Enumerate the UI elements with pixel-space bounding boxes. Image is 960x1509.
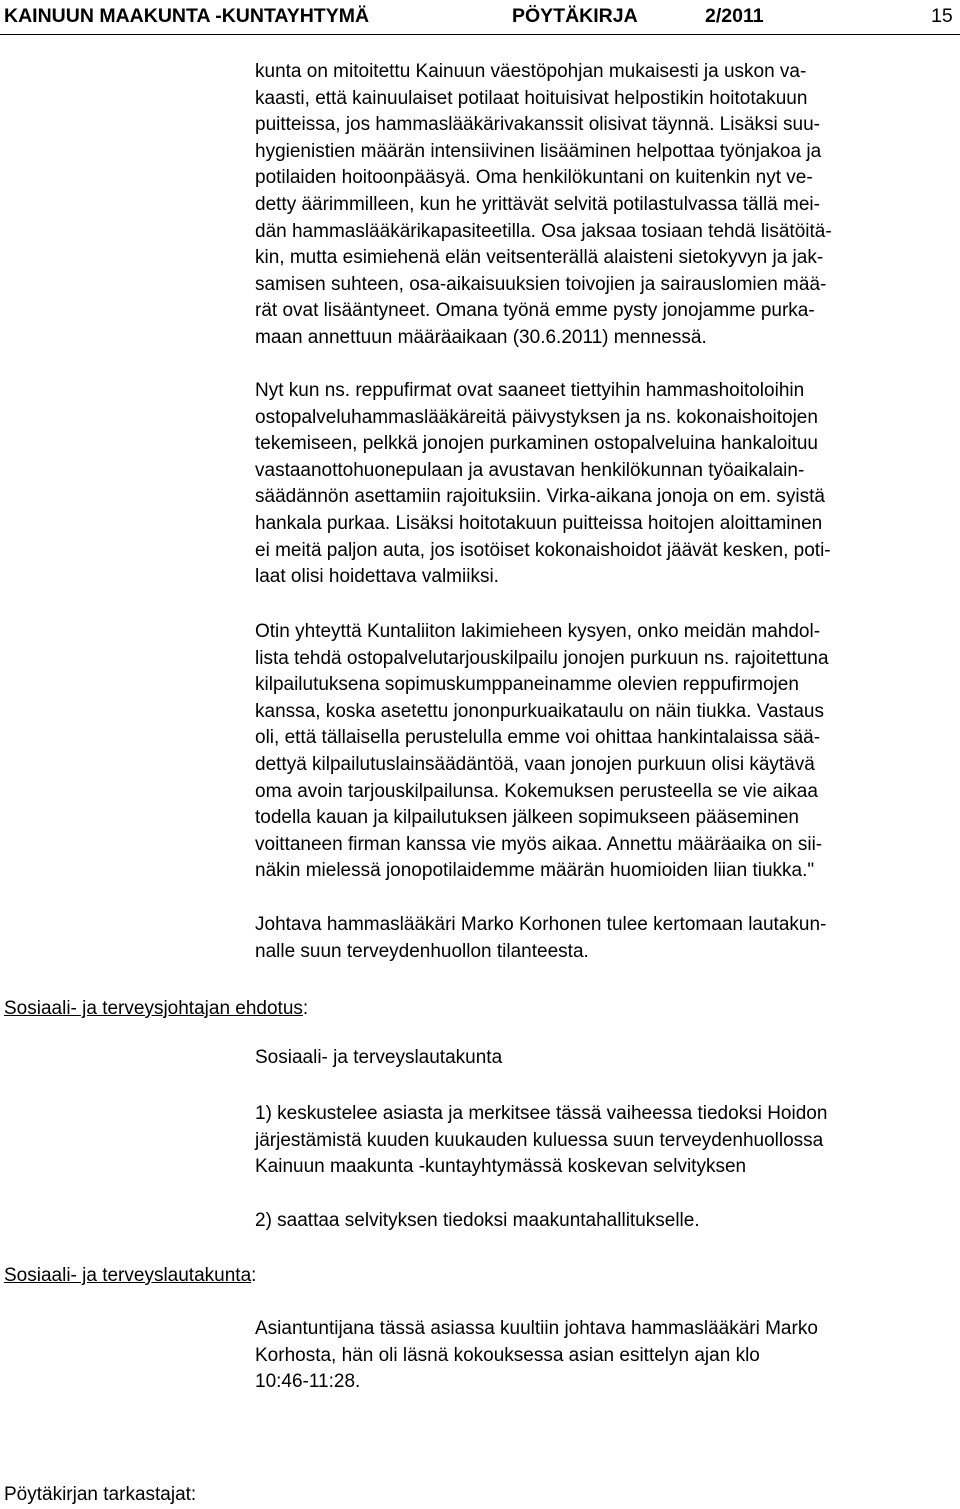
decision-label: Sosiaali- ja terveyslautakunta: [4,1265,257,1286]
paragraph-dental-staffing: kunta on mitoitettu Kainuun väestöpohjan mukaisesti ja uskon va- kaasti, että kainuulaiset potilaat hoituisivat helpostikin hoitotakuun puitteissa, jos hammaslääkärivakanssit olisivat täynnä. Lisäksi suu- hygienistien määrän intensiivinen lisääminen helpottaa työnjakoa ja potilaiden hoitoonpääsyä. Oma henkilökuntani on kuitenkin nyt ve- detty äärimmilleen, kun he yrittävät selvitä potilastulvassa tällä mei- dän hammaslääkärikapasiteetilla. Osa jaksaa tosiaan tehdä lisätöitä- kin, mutta esimiehenä elän veitsenterällä alaisteni sietokyvyn ja jak- samisen suhteen, osa-aikaisuuksien toivojien ja sairauslomien mää- rät ovat lisääntyneet. Omana työnä emme pysty jonojamme purka- maan annettuun määräaikaan (30.6.2011) mennessä. [255,61,832,348]
paragraph-tendering: Otin yhteyttä Kuntaliiton lakimieheen kysyen, onko meidän mahdol- lista tehdä ostopalvelutarjouskilpailu jonojen purkuun ns. rajoitettuna kilpailutuksena sopimuskumppaneinamme olevien reppufirmojen kanssa, koska asetettu jononpurkuaikataulu on näin tiukka. Vastaus oli, että tällaisella perustelulla emme voi ohittaa hankintalaissa sää- dettyä kilpailutuslainsäädäntöä, vaan jonojen purkuun olisi käytävä oma avoin tarjouskilpailunsa. Kokemuksen perusteella se vie aikaa todella kauan ja kilpailutuksen jälkeen sopimukseen pääseminen voittaneen firman kanssa vie myös aikaa. Annettu määräaika on sii- näkin mielessä jonopotilaidemme määrän huomioiden liian tiukka." [255,621,829,882]
page-number: 15 [931,5,953,27]
proposal-item-1: 1) keskustelee asiasta ja merkitsee tässä vaiheessa tiedoksi Hoidon järjestämistä kuuden kuukauden kuluessa suun terveydenhuollossa Kainuun maakunta -kuntayhtymässä koskevan selvityksen [255,1103,828,1178]
proposal-committee: Sosiaali- ja terveyslautakunta [255,1047,503,1068]
paragraph-outsourcing: Nyt kun ns. reppufirmat ovat saaneet tiettyihin hammashoitoloihin ostopalveluhammaslääkäreitä päivystyksen ja ns. kokonaishoitojen tekemiseen, pelkkä jonojen purkaminen ostopalveluina hankaloituu vastaanottohuonepulaan ja avustavan henkilökunnan työaikalain- säädännön asettamiin rajoituksiin. Virka-aikana jonoja on em. syistä hankala purkaa. Lisäksi hoitotakuun puitteissa hoitojen aloittaminen ei meitä paljon auta, jos isotöiset kokonaishoidot jäävät kesken, poti- laat olisi hoidettava valmiiksi. [255,380,831,588]
proposal-label-text: Sosiaali- ja terveysjohtajan ehdotus [4,998,303,1019]
organization-name: KAINUUN MAAKUNTA -KUNTAYHTYMÄ [4,5,370,27]
proposal-label: Sosiaali- ja terveysjohtajan ehdotus: [4,998,309,1019]
document-type: PÖYTÄKIRJA [512,5,638,27]
decision-label-text: Sosiaali- ja terveyslautakunta [4,1265,252,1286]
proposal-item-2: 2) saattaa selvityksen tiedoksi maakuntahallitukselle. [255,1210,700,1231]
footer-inspectors-label: Pöytäkirjan tarkastajat: [4,1484,197,1505]
decision-text: Asiantuntijana tässä asiassa kuultiin johtava hammaslääkäri Marko Korhosta, hän oli läsnä kokouksessa asian esittelyn ajan klo 10:46-11:28. [255,1318,818,1393]
page-header [0,0,960,35]
paragraph-presentation: Johtava hammaslääkäri Marko Korhonen tulee kertomaan lautakun- nalle suun terveydenhuollon tilanteesta. [255,914,827,962]
document-number: 2/2011 [705,5,764,27]
